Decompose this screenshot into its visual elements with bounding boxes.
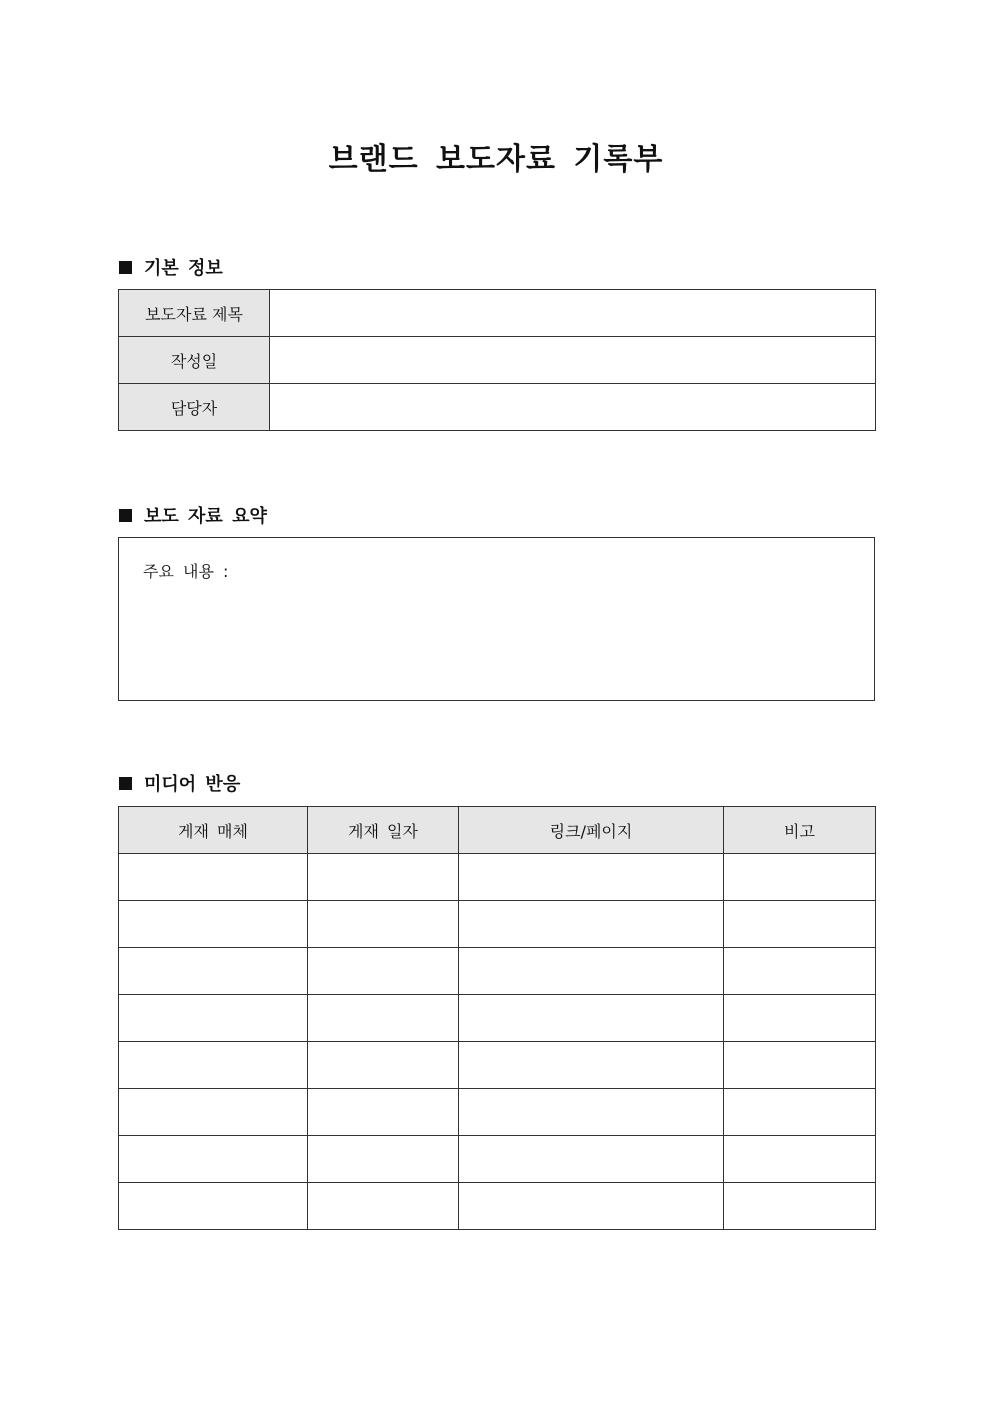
publish-date-cell[interactable] [308, 1089, 459, 1136]
note-cell[interactable] [724, 1183, 876, 1230]
media-outlet-cell[interactable] [119, 1136, 308, 1183]
basic-info-table [118, 289, 876, 431]
table-row [119, 1089, 876, 1136]
table-header-row [119, 807, 876, 854]
section-heading-label: 미디어 반응 [144, 774, 241, 795]
publish-date-cell[interactable] [308, 1136, 459, 1183]
note-cell[interactable] [724, 901, 876, 948]
table-row [119, 901, 876, 948]
table-row [119, 854, 876, 901]
note-cell[interactable] [724, 995, 876, 1042]
press-title-field[interactable] [270, 290, 876, 337]
table-row [119, 1136, 876, 1183]
square-bullet-icon [119, 261, 132, 274]
table-row [119, 1183, 876, 1230]
table-row [119, 948, 876, 995]
note-cell[interactable] [724, 1042, 876, 1089]
page-title: 브랜드 보도자료 기록부 [328, 142, 664, 177]
note-cell[interactable] [724, 1136, 876, 1183]
square-bullet-icon [119, 777, 132, 790]
media-outlet-cell[interactable] [119, 1042, 308, 1089]
section-heading-label: 보도 자료 요약 [144, 506, 267, 527]
publish-date-cell[interactable] [308, 1183, 459, 1230]
column-header-link-page: 링크/페이지 [459, 807, 724, 854]
publish-date-cell[interactable] [308, 995, 459, 1042]
column-header-note: 비고 [724, 807, 876, 854]
link-page-cell[interactable] [459, 1089, 724, 1136]
created-date-field[interactable] [270, 337, 876, 384]
table-row [119, 1042, 876, 1089]
link-page-cell[interactable] [459, 1042, 724, 1089]
link-page-cell[interactable] [459, 1183, 724, 1230]
media-response-table [118, 806, 876, 1230]
column-header-publish-date: 게재 일자 [308, 807, 459, 854]
link-page-cell[interactable] [459, 995, 724, 1042]
manager-field[interactable] [270, 384, 876, 431]
media-outlet-cell[interactable] [119, 995, 308, 1042]
note-cell[interactable] [724, 1089, 876, 1136]
table-row [119, 290, 876, 337]
note-cell[interactable] [724, 948, 876, 995]
section-heading-basic-info [119, 254, 223, 280]
note-cell[interactable] [724, 854, 876, 901]
media-outlet-cell[interactable] [119, 901, 308, 948]
summary-box[interactable] [118, 537, 875, 701]
link-page-cell[interactable] [459, 854, 724, 901]
label-manager: 담당자 [119, 384, 270, 431]
link-page-cell[interactable] [459, 901, 724, 948]
summary-label: 주요 내용 : [143, 562, 229, 581]
section-heading-label: 기본 정보 [144, 258, 223, 279]
publish-date-cell[interactable] [308, 901, 459, 948]
label-created-date: 작성일 [119, 337, 270, 384]
table-row [119, 995, 876, 1042]
table-row [119, 337, 876, 384]
publish-date-cell[interactable] [308, 948, 459, 995]
section-heading-summary [119, 502, 267, 528]
column-header-media-outlet: 게재 매체 [119, 807, 308, 854]
media-outlet-cell[interactable] [119, 1183, 308, 1230]
media-outlet-cell[interactable] [119, 948, 308, 995]
publish-date-cell[interactable] [308, 854, 459, 901]
link-page-cell[interactable] [459, 1136, 724, 1183]
media-outlet-cell[interactable] [119, 854, 308, 901]
table-row [119, 384, 876, 431]
publish-date-cell[interactable] [308, 1042, 459, 1089]
section-heading-media [119, 770, 240, 796]
media-outlet-cell[interactable] [119, 1089, 308, 1136]
square-bullet-icon [119, 509, 132, 522]
link-page-cell[interactable] [459, 948, 724, 995]
label-press-title: 보도자료 제목 [119, 290, 270, 337]
